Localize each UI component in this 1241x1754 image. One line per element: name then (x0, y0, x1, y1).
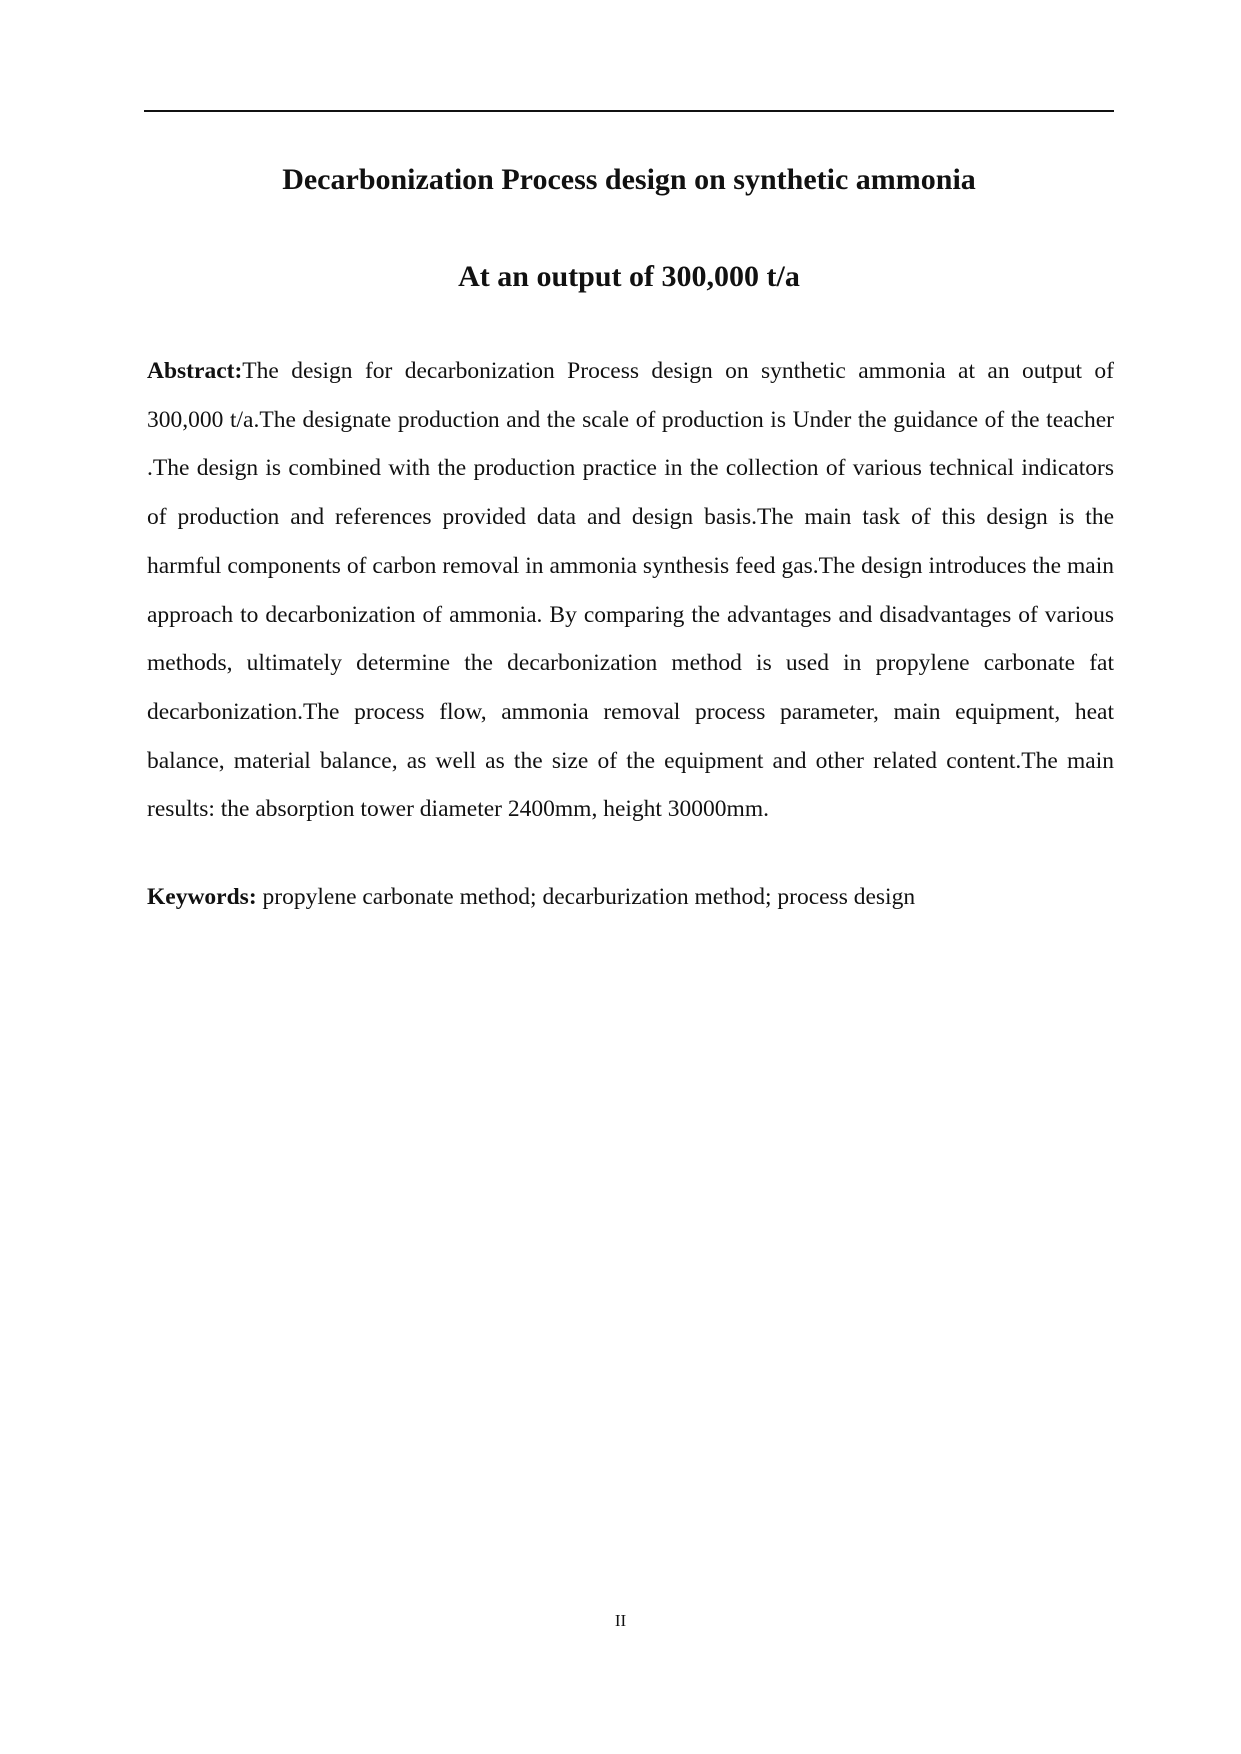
header-rule (144, 110, 1114, 112)
abstract-text: The design for decarbonization Process design on synthetic ammonia at an output of 300,000 t/a.The designate production and the scale of production is Under the guidance of the teacher .The design is combined with the production practice in the collection of various technical indicators of production and references provided data and design basis.The main task of this design is the harmful components of carbon removal in ammonia synthesis feed gas.The design introduces the main approach to decarbonization of ammonia. By comparing the advantages and disadvantages of various methods, ultimately determine the decarbonization method is used in propylene carbonate fat decarbonization.The process flow, ammonia removal process parameter, main equipment, heat balance, material balance, as well as the size of the equipment and other related content.The main results: the absorption tower diameter 2400mm, height 30000mm. (147, 358, 1114, 823)
keywords-paragraph (147, 873, 1114, 921)
title-line-2: At an output of 300,000 t/a (458, 260, 800, 293)
keywords-label: Keywords: (147, 884, 257, 910)
abstract-label: Abstract: (147, 358, 243, 384)
page-number: II (614, 1611, 627, 1630)
keywords-text: propylene carbonate method; decarburization method; process design (256, 884, 916, 910)
abstract-paragraph (147, 347, 1114, 834)
title-line-1: Decarbonization Process design on synthetic ammonia (282, 163, 976, 196)
